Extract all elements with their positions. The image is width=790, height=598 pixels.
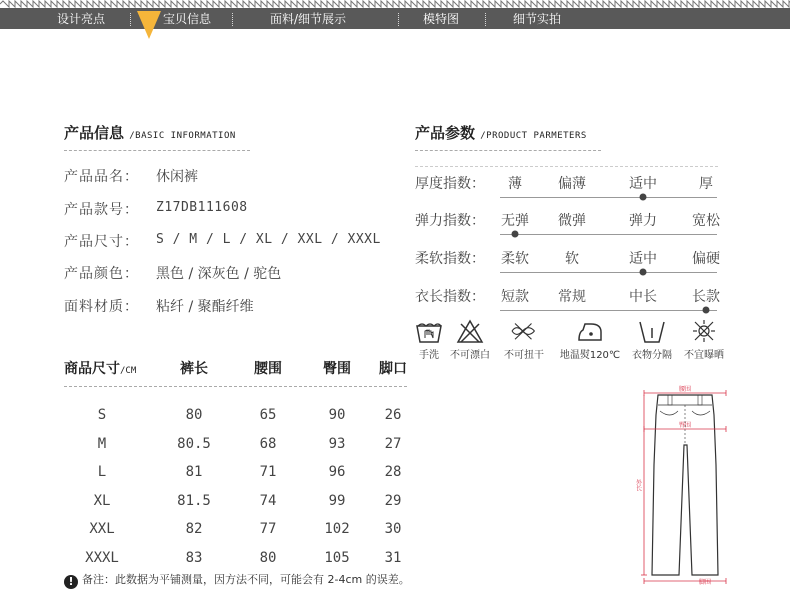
care-label: 地温熨120℃ (559, 350, 621, 361)
info-label-material: 面料材质： (64, 299, 139, 315)
param-option: 偏硬 (692, 251, 720, 267)
param-label: 衣长指数： (415, 289, 485, 305)
measure-cell: 30 (384, 521, 402, 537)
nav-zigzag-border (0, 0, 790, 8)
divider (415, 150, 601, 151)
nav-divider (232, 13, 233, 26)
info-value-sizes: S / M / L / XL / XXL / XXXL (156, 232, 381, 247)
size-cell: M (97, 436, 107, 452)
param-option: 薄 (508, 176, 522, 192)
param-selected-dot (640, 194, 647, 201)
param-label: 柔软指数： (415, 251, 485, 267)
size-cell: XXXL (85, 550, 119, 566)
measure-cell: 90 (328, 407, 346, 423)
param-selected-dot (640, 269, 647, 276)
active-tab-marker-icon (135, 11, 163, 41)
param-option: 适中 (629, 176, 657, 192)
diagram-label-length: 外长 (634, 479, 642, 491)
table-header-size: 商品尺寸/CM (64, 361, 137, 377)
divider (64, 150, 250, 151)
nav-tab-detail[interactable]: 细节实拍 (513, 12, 562, 26)
table-header-hem: 脚口 (379, 361, 407, 377)
param-option: 柔软 (501, 251, 529, 267)
nav-tab-model[interactable]: 模特图 (423, 12, 460, 26)
measure-cell: 77 (259, 521, 277, 537)
param-option: 偏薄 (558, 176, 586, 192)
measure-cell: 31 (384, 550, 402, 566)
size-cell: L (97, 464, 107, 480)
table-header-length: 裤长 (180, 361, 208, 377)
top-nav (0, 0, 790, 29)
size-cell: S (97, 407, 107, 423)
param-option: 微弹 (558, 213, 586, 229)
param-label: 厚度指数： (415, 176, 485, 192)
param-label: 弹力指数： (415, 213, 485, 229)
pants-measurement-diagram (630, 385, 740, 585)
diagram-label-hip: 臀围 (678, 422, 692, 429)
measure-cell: 80.5 (177, 436, 211, 452)
measurement-note: ! 备注：此数据为平铺测量，因方法不同，可能会有 2-4cm 的误差。 (64, 571, 410, 589)
param-option: 适中 (629, 251, 657, 267)
measure-cell: 102 (324, 521, 350, 537)
care-label: 衣物分隔 (632, 350, 672, 361)
size-cell: XXL (89, 521, 115, 537)
dry-separately-icon (637, 318, 667, 344)
param-scale-line (500, 310, 717, 311)
care-label: 手洗 (419, 350, 439, 361)
care-label: 不可扭干 (504, 350, 544, 361)
param-selected-dot (512, 231, 519, 238)
info-value-name: 休闲裤 (156, 169, 198, 185)
measure-cell: 83 (185, 550, 203, 566)
measure-cell: 71 (259, 464, 277, 480)
info-label-colors: 产品颜色： (64, 266, 139, 282)
no-bleach-icon (455, 318, 485, 344)
measure-cell: 82 (185, 521, 203, 537)
nav-divider (485, 13, 486, 26)
info-label-name: 产品品名： (64, 169, 139, 185)
measure-cell: 26 (384, 407, 402, 423)
param-option: 短款 (501, 289, 529, 305)
measure-cell: 29 (384, 493, 402, 509)
nav-tab-product-info[interactable]: 宝贝信息 (163, 12, 212, 26)
info-label-sku: 产品款号： (64, 202, 139, 218)
param-option: 常规 (558, 289, 586, 305)
measure-cell: 81 (185, 464, 203, 480)
param-scale-line (500, 272, 717, 273)
param-selected-dot (703, 307, 710, 314)
care-label: 不可漂白 (450, 350, 490, 361)
warning-icon: ! (64, 575, 78, 589)
param-option: 弹力 (629, 213, 657, 229)
diagram-label-waist: 腰围 (678, 386, 692, 393)
measure-cell: 68 (259, 436, 277, 452)
measure-cell: 28 (384, 464, 402, 480)
measure-cell: 27 (384, 436, 402, 452)
measure-cell: 81.5 (177, 493, 211, 509)
measure-cell: 93 (328, 436, 346, 452)
table-header-waist: 腰围 (254, 361, 282, 377)
no-sun-dry-icon (689, 318, 719, 344)
nav-divider (398, 13, 399, 26)
product-params-title: 产品参数 /PRODUCT PARMETERS (415, 124, 587, 142)
info-value-colors: 黑色 / 深灰色 / 驼色 (156, 266, 282, 282)
measure-cell: 96 (328, 464, 346, 480)
param-option: 中长 (629, 289, 657, 305)
low-iron-icon (575, 318, 605, 344)
nav-tab-design[interactable]: 设计亮点 (57, 12, 106, 26)
diagram-label-hem: 脚围 (698, 579, 712, 585)
measure-cell: 74 (259, 493, 277, 509)
param-option: 无弹 (501, 213, 529, 229)
measure-cell: 65 (259, 407, 277, 423)
info-value-sku: Z17DB111608 (156, 200, 248, 215)
param-scale-line (500, 234, 717, 235)
param-option: 软 (565, 251, 579, 267)
info-value-material: 粘纤 / 聚酯纤维 (156, 299, 254, 315)
table-header-hip: 臀围 (323, 361, 351, 377)
measure-cell: 99 (328, 493, 346, 509)
divider (415, 166, 718, 167)
param-option: 长款 (692, 289, 720, 305)
table-divider (64, 386, 407, 387)
size-cell: XL (93, 493, 111, 509)
param-option: 宽松 (692, 213, 720, 229)
param-option: 厚 (699, 176, 713, 192)
nav-divider (130, 13, 131, 26)
hand-wash-icon (414, 318, 444, 344)
care-label: 不宜曝晒 (684, 350, 724, 361)
nav-tab-fabric[interactable]: 面料/细节展示 (270, 12, 347, 26)
measure-cell: 80 (185, 407, 203, 423)
no-wring-icon (509, 318, 539, 344)
param-scale-line (500, 197, 717, 198)
measure-cell: 80 (259, 550, 277, 566)
measure-cell: 105 (324, 550, 350, 566)
info-label-sizes: 产品尺寸： (64, 234, 139, 250)
product-info-title: 产品信息 /BASIC INFORMATION (64, 124, 236, 142)
